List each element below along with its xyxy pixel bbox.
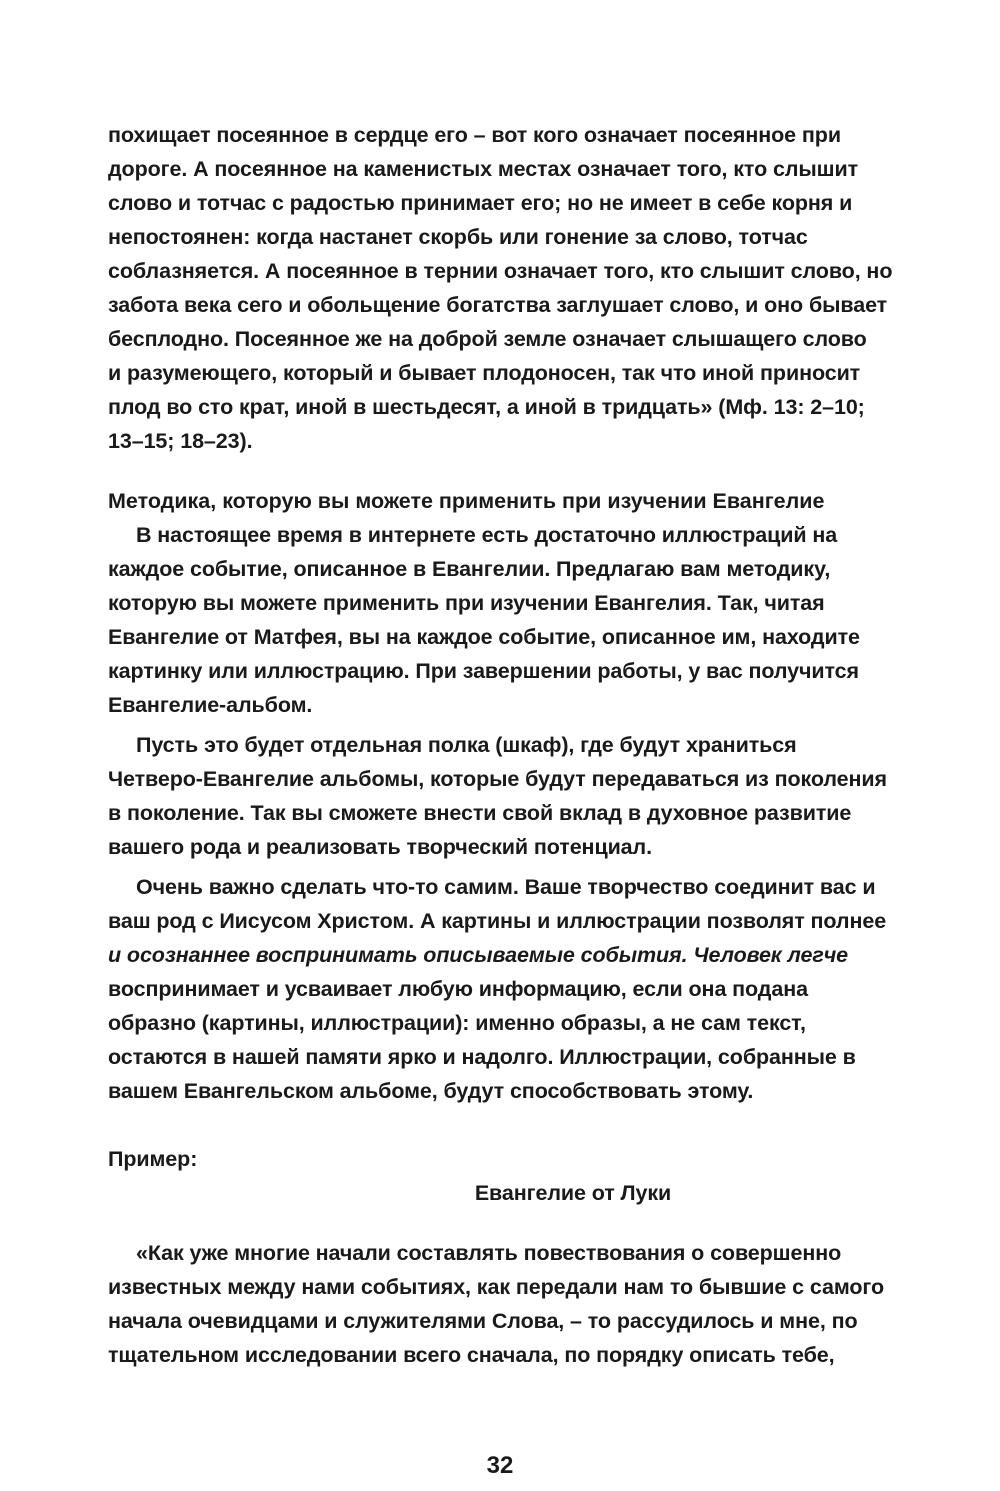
paragraph-shelf bbox=[108, 728, 928, 864]
example-title: Евангелие от Луки bbox=[474, 1181, 672, 1205]
example-label: Пример: bbox=[108, 1147, 198, 1171]
text-line: Четверо-Евангелие альбомы, которые будут передаваться из поколения bbox=[108, 767, 887, 791]
text-line: начала очевидцами и служителями Слова, – то рассудилось и мне, по bbox=[108, 1309, 858, 1333]
paragraph-method bbox=[108, 518, 928, 722]
text-line: воспринимает и усваивает любую информацию, если она подана bbox=[108, 977, 808, 1001]
text-line: В настоящее время в интернете есть достаточно иллюстраций на bbox=[136, 523, 838, 547]
text-line: которую вы можете применить при изучении Евангелия. Так, читая bbox=[108, 591, 825, 615]
text-line: ваш род с Иисусом Христом. А картины и иллюстрации позволят полнее bbox=[108, 909, 887, 933]
text-line: 13–15; 18–23). bbox=[108, 429, 253, 453]
text-line: вашего рода и реализовать творческий потенциал. bbox=[108, 835, 652, 859]
text-line: Пусть это будет отдельная полка (шкаф), где будут храниться bbox=[136, 733, 797, 757]
text-line-emphasis: и осознаннее воспринимать описываемые события. Человек легче bbox=[108, 943, 848, 967]
page-number: 32 bbox=[486, 1452, 514, 1479]
text-line: остаются в нашей памяти ярко и надолго. Иллюстрации, собранные в bbox=[108, 1045, 856, 1069]
section-heading: Методика, которую вы можете применить при изучении Евангелие bbox=[108, 489, 825, 513]
text-line: непостоянен: когда настанет скорбь или гонение за слово, тотчас bbox=[108, 225, 808, 249]
quote-paragraph bbox=[108, 1236, 928, 1372]
text-line: тщательном исследовании всего сначала, по порядку описать тебе, bbox=[108, 1343, 835, 1367]
paragraph-importance bbox=[108, 870, 928, 1108]
text-line: образно (картины, иллюстрации): именно образы, а не сам текст, bbox=[108, 1011, 806, 1035]
paragraph-continuation bbox=[108, 118, 928, 458]
text-line: «Как уже многие начали составлять повествования о совершенно bbox=[136, 1241, 842, 1265]
text-line: каждое событие, описанное в Евангелии. Предлагаю вам методику, bbox=[108, 557, 831, 581]
text-line: бесплодно. Посеянное же на доброй земле означает слышащего слово bbox=[108, 327, 867, 351]
page-body bbox=[108, 118, 928, 1372]
text-line: плод во сто крат, иной в шестьдесят, а иной в тридцать» (Мф. 13: 2–10; bbox=[108, 395, 865, 419]
text-line: Евангелие от Матфея, вы на каждое событие, описанное им, находите bbox=[108, 625, 860, 649]
text-line: слово и тотчас с радостью принимает его; но не имеет в себе корня и bbox=[108, 191, 853, 215]
text-line: картинку или иллюстрацию. При завершении работы, у вас получится bbox=[108, 659, 859, 683]
text-line: похищает посеянное в сердце его – вот кого означает посеянное при bbox=[108, 123, 841, 147]
text-line: известных между нами событиях, как передали нам то бывшие с самого bbox=[108, 1275, 885, 1299]
text-line: соблазняется. А посеянное в тернии означает того, кто слышит слово, но bbox=[108, 259, 893, 283]
text-line: и разумеющего, который и бывает плодоносен, так что иной приносит bbox=[108, 361, 861, 385]
text-line: дороге. А посеянное на каменистых местах означает того, кто слышит bbox=[108, 157, 859, 181]
text-line: вашем Евангельском альбоме, будут способствовать этому. bbox=[108, 1079, 754, 1103]
text-line: Евангелие-альбом. bbox=[108, 693, 313, 717]
text-line: Очень важно сделать что-то самим. Ваше творчество соединит вас и bbox=[136, 875, 876, 899]
text-line: в поколение. Так вы сможете внести свой вклад в духовное развитие bbox=[108, 801, 852, 825]
text-line: забота века сего и обольщение богатства заглушает слово, и оно бывает bbox=[108, 293, 888, 317]
